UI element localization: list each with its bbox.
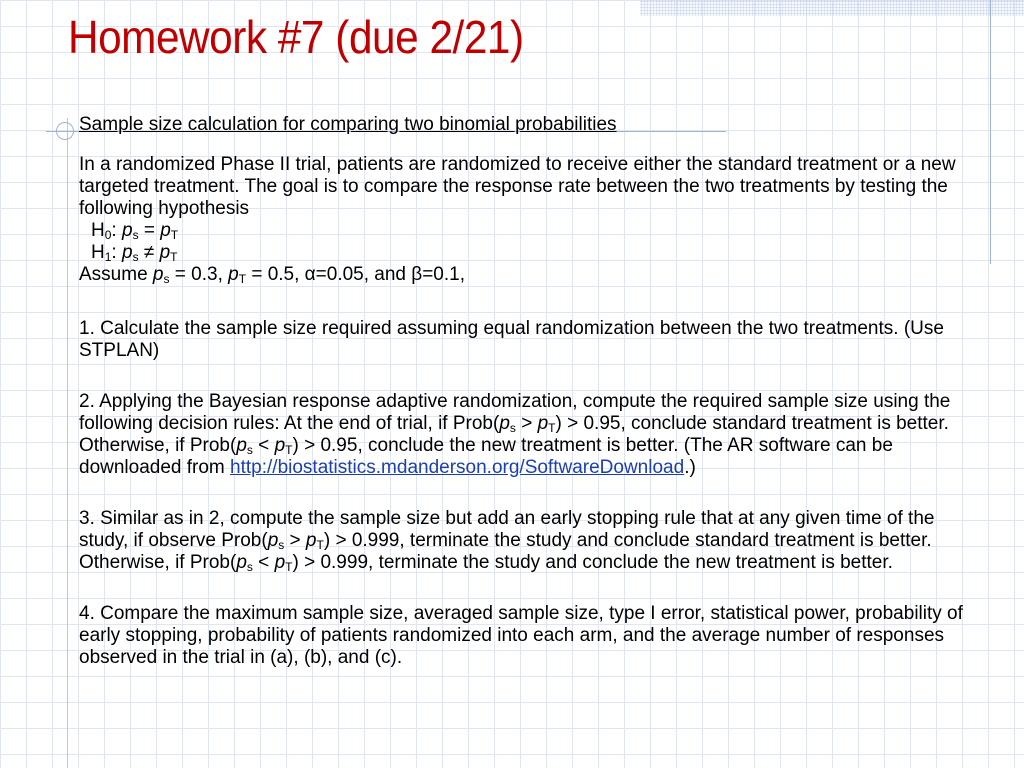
h0-relation: = bbox=[138, 220, 161, 241]
q2-s-sub-2: s bbox=[246, 443, 253, 457]
h1-p-t: p bbox=[159, 242, 171, 263]
h1-p-s: p bbox=[121, 242, 133, 263]
section-subtitle: Sample size calculation for comparing two binomial probabilities bbox=[79, 114, 617, 135]
q2-p-s-1: p bbox=[499, 413, 510, 434]
h0-colon: : bbox=[111, 220, 117, 241]
q3-text-a: 3. Similar as in 2, compute the sample size but add an early stopping rule that at any given time of the study, if observe Prob( bbox=[79, 508, 935, 551]
q2-p-t-2: p bbox=[274, 435, 286, 456]
decorative-vertical-line-right bbox=[990, 0, 991, 264]
q3-text-c: ) > 0.999, terminate the study and conclude standard treatment is better. Otherwise, if Prob( bbox=[79, 530, 932, 573]
question-1: 1. Calculate the sample size required assuming equal randomization between the two treatments. (Use STPLAN) bbox=[79, 318, 944, 361]
slide-body bbox=[79, 114, 989, 669]
question-2 bbox=[79, 391, 989, 479]
q3-t-sub-1: T bbox=[316, 538, 324, 552]
q2-text-e: ) > 0.95, conclude the new treatment is better. (The AR software can be downloaded from bbox=[79, 435, 893, 478]
q3-p-t-1: p bbox=[305, 530, 317, 551]
assume-t-subscript: T bbox=[238, 272, 247, 286]
assume-alpha: α=0.05, and bbox=[304, 264, 412, 285]
q2-text-c: ) > 0.95, conclude standard treatment is better. Otherwise, if Prob( bbox=[79, 413, 949, 456]
slide-title: Homework #7 (due 2/21) bbox=[68, 11, 524, 63]
hypothesis-h0 bbox=[79, 220, 989, 242]
h0-s-subscript: s bbox=[132, 228, 139, 242]
h1-relation: ≠ bbox=[138, 242, 160, 263]
q2-p-t-1: p bbox=[537, 413, 549, 434]
q2-p-s-2: p bbox=[236, 435, 247, 456]
h1-t-subscript: T bbox=[170, 250, 178, 264]
q3-s-sub-2: s bbox=[246, 560, 253, 574]
q3-p-t-2: p bbox=[274, 552, 286, 573]
decorative-dot-band bbox=[640, 0, 1024, 16]
q2-s-sub-1: s bbox=[509, 421, 516, 435]
assume-lead: Assume bbox=[79, 264, 153, 285]
q2-text-f: .) bbox=[684, 457, 696, 478]
h0-t-subscript: T bbox=[170, 228, 179, 242]
hypothesis-h1 bbox=[79, 242, 989, 264]
intro-paragraph: In a randomized Phase II trial, patients are randomized to receive either the standard treatment or a new targeted treatment. The goal is to compare the response rate between the two treatments by testing the following hypothesis bbox=[79, 154, 956, 219]
h1-subscript: 1 bbox=[104, 250, 112, 264]
decorative-circle bbox=[56, 122, 74, 140]
h0-p-t: p bbox=[160, 220, 171, 241]
software-download-link[interactable]: http://biostatistics.mdanderson.org/SoftwareDownload bbox=[230, 457, 685, 478]
decorative-vertical-line-left bbox=[67, 118, 68, 768]
q3-text-e: ) > 0.999, terminate the study and conclude the new treatment is better. bbox=[292, 552, 893, 573]
q3-text-b: > bbox=[284, 530, 306, 551]
q3-p-s-1: p bbox=[267, 530, 279, 551]
assume-s-value: = 0.3, bbox=[169, 264, 229, 285]
question-4: 4. Compare the maximum sample size, averaged sample size, type I error, statistical power, probability of early stopping, probability of patients randomized into each arm, and the average number of responses observed in the trial in (a), (b), and (c). bbox=[79, 603, 963, 668]
q2-text-a: 2. Applying the Bayesian response adaptive randomization, compute the required sample size using the following decision rules: At the end of trial, if Prob( bbox=[79, 391, 951, 434]
q2-text-d: < bbox=[252, 435, 275, 456]
assume-s-subscript: s bbox=[163, 272, 170, 286]
q3-t-sub-2: T bbox=[285, 560, 293, 574]
h1-label: H bbox=[91, 242, 105, 263]
q2-t-sub-1: T bbox=[548, 421, 556, 435]
q2-text-b: > bbox=[515, 413, 538, 434]
question-3 bbox=[79, 508, 989, 574]
q3-s-sub-1: s bbox=[278, 538, 285, 552]
h1-colon: : bbox=[111, 242, 117, 263]
assume-p-t: p bbox=[228, 264, 239, 285]
h0-label: H bbox=[91, 220, 105, 241]
assume-p-s: p bbox=[152, 264, 164, 285]
q3-p-s-2: p bbox=[236, 552, 247, 573]
h0-p-s: p bbox=[121, 220, 133, 241]
assumption-line bbox=[79, 264, 989, 286]
h0-subscript: 0 bbox=[104, 228, 112, 242]
h1-s-subscript: s bbox=[132, 250, 139, 264]
q2-t-sub-2: T bbox=[285, 443, 293, 457]
assume-beta: β=0.1, bbox=[411, 264, 465, 285]
assume-t-value: = 0.5, bbox=[246, 264, 305, 285]
q3-text-d: < bbox=[252, 552, 275, 573]
